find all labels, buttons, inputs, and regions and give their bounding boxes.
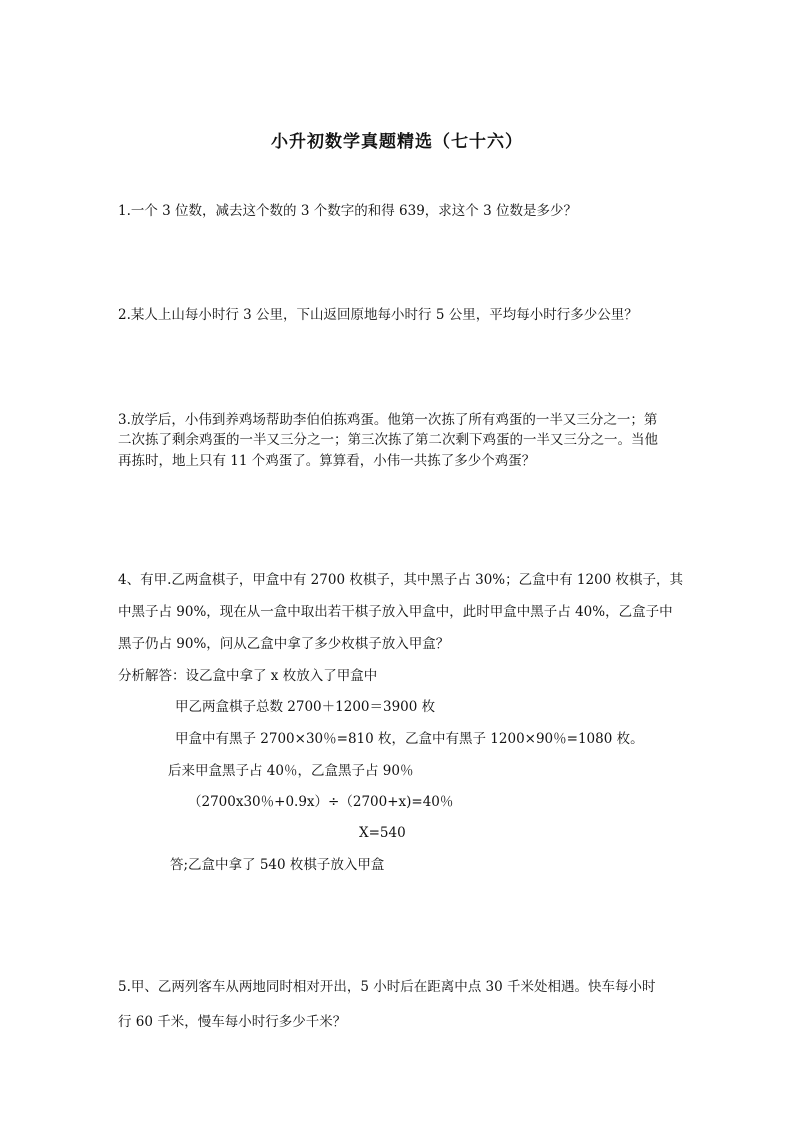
analysis-result: X=540 <box>359 825 406 841</box>
question-4-line-1: 4、有甲.乙两盒棋子，甲盒中有 2700 枚棋子，其中黑子占 30%；乙盒中有 1200 枚棋子，其 <box>118 572 684 588</box>
question-3-line-3: 再拣时，地上只有 11 个鸡蛋了。算算看，小伟一共拣了多少个鸡蛋？ <box>118 453 536 469</box>
question-4-line-3: 黑子仍占 90%，问从乙盒中拿了多少枚棋子放入甲盒？ <box>118 636 450 652</box>
analysis-answer: 答;乙盒中拿了 540 枚棋子放入甲盒 <box>170 857 385 873</box>
question-2: 2.某人上山每小时行 3 公里，下山返回原地每小时行 5 公里，平均每小时行多少公里？ <box>118 307 638 323</box>
analysis-equation: （2700x30％+0.9x）÷（2700+x)=40％ <box>188 794 454 810</box>
analysis-line-1: 分析解答：设乙盒中拿了 x 枚放入了甲盒中 <box>118 668 378 684</box>
question-3-line-1: 3.放学后，小伟到养鸡场帮助李伯伯拣鸡蛋。他第一次拣了所有鸡蛋的一半又三分之一；第 <box>118 412 658 428</box>
question-4-line-2: 中黑子占 90%，现在从一盒中取出若干棋子放入甲盒中，此时甲盒中黑子占 40%，乙盒子中 <box>118 604 673 620</box>
question-5-line-2: 行 60 千米，慢车每小时行多少千米？ <box>118 1014 347 1030</box>
question-5-line-1: 5.甲、乙两列客车从两地同时相对开出，5 小时后在距离中点 30 千米处相遇。快车每小时 <box>118 979 656 995</box>
question-3-line-2: 二次拣了剩余鸡蛋的一半又三分之一；第三次拣了第二次剩下鸡蛋的一半又三分之一。当他 <box>118 432 658 448</box>
question-1: 1.一个 3 位数，减去这个数的 3 个数字的和得 639，求这个 3 位数是多少？ <box>118 203 577 219</box>
analysis-line-2: 甲乙两盒棋子总数 2700＋1200＝3900 枚 <box>175 699 436 715</box>
analysis-line-4: 后来甲盒黑子占 40％，乙盒黑子占 90％ <box>168 763 414 779</box>
page-title: 小升初数学真题精选（七十六） <box>271 132 523 152</box>
analysis-line-3: 甲盒中有黑子 2700×30％=810 枚，乙盒中有黑子 1200×90％=1080 枚。 <box>175 731 644 747</box>
